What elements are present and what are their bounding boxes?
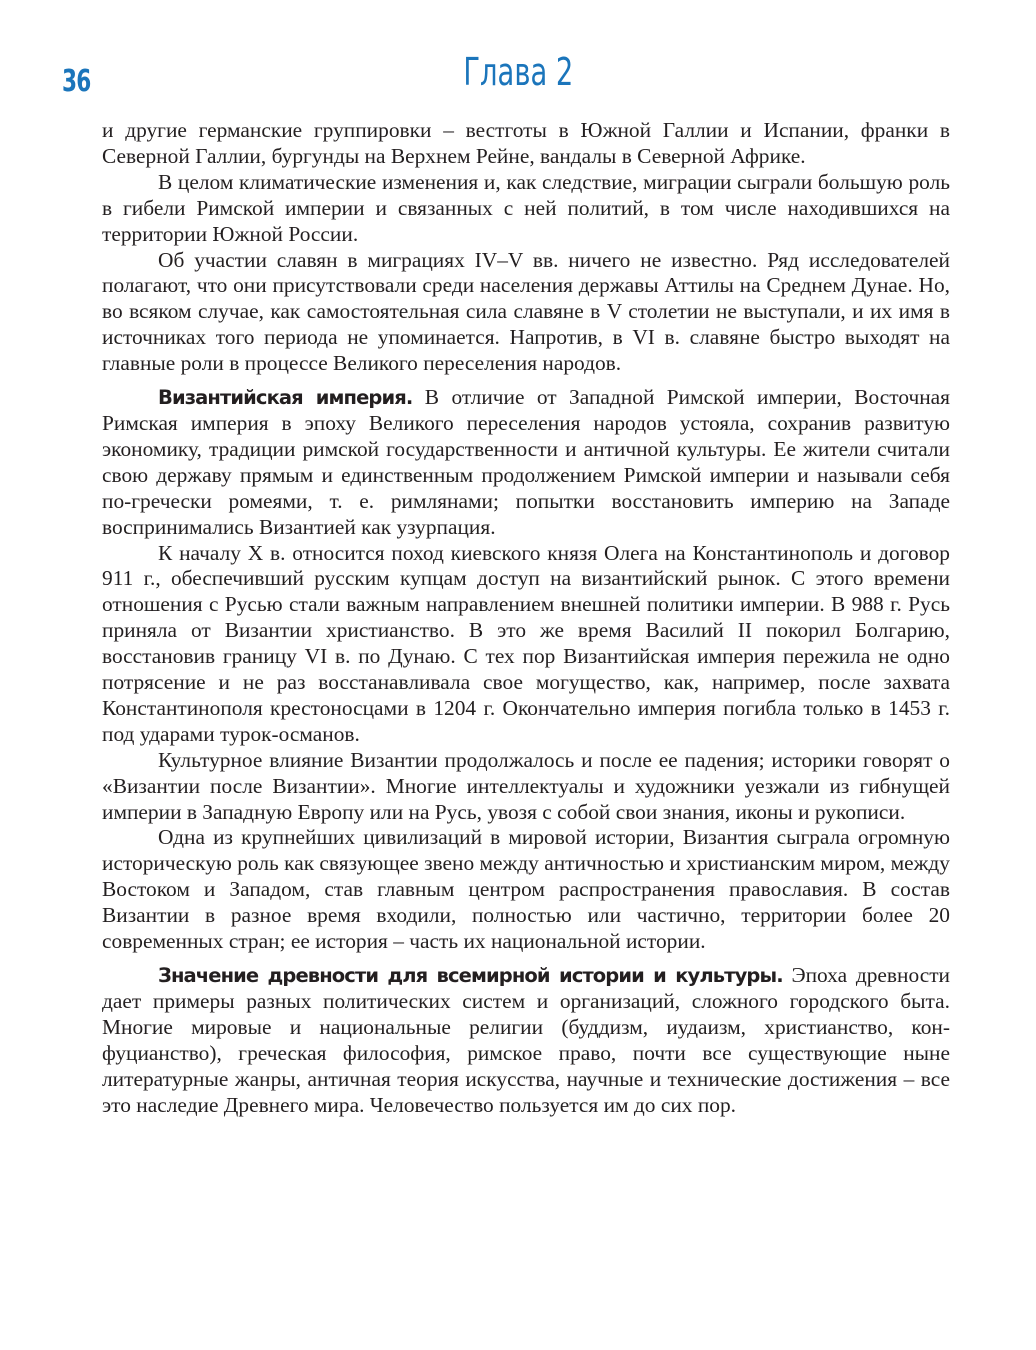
paragraph-text: В отличие от Западной Римской империи, Восточная Римская империя в эпоху Великого переселения народов устояла, сохранив развитую экономику, традиции римской государственности и античной культуры. Ее жители считали свою державу прямым и единственным продолжением Римской империи и называли себя по-гречески ромеями, т. е. римлянами; попытки восстановить империю на Западе воспринимались Византией как узурпация.: [102, 385, 950, 539]
paragraph-byzantine-empire: [102, 385, 950, 540]
paragraph-text: Об участии славян в миграциях IV–V вв. ничего не известно. Ряд исследователей полагают, что они присутствовали среди населения державы Аттилы на Среднем Дунае. Но, во всяком случае, как самостоятельная сила славяне в V столетии не выступали, и их имя в источниках того периода не упоминается. Напротив, в VI в. славяне быстро выходят на главные роли в процессе Великого переселения народов.: [102, 247, 950, 376]
paragraph-5: [102, 541, 950, 748]
paragraph-7: [102, 825, 950, 955]
paragraph-2: [102, 170, 950, 248]
page-number: 36: [62, 64, 91, 99]
section-heading-byzantine-empire: Византийская империя.: [158, 386, 413, 410]
body-text: [102, 118, 950, 1118]
chapter-title-text: Глава 2: [463, 50, 573, 94]
chapter-title: [0, 50, 1036, 94]
paragraph-text: Одна из крупнейших цивилизаций в мировой истории, Византия сыграла огромную историческую роль как связующее звено между античностью и христианским миром, между Востоком и Западом, став главным центром распространения православия. В состав Византии в разное время входили, полностью или частично, территории более 20 современных стран; ее история – часть их национальной истории.: [102, 825, 950, 954]
paragraph-text: Эпоха древности дает примеры разных политических систем и организаций, сложного городского быта. Многие мировые и национальные религии (буддизм, иудаизм, христианство, конфуцианство), греческая философия, римское право, почти все существующие ныне литературные жанры, античная теория искусства, научные и технические достижения – все это наследие Древнего мира. Человечество пользуется им до сих пор.: [102, 963, 950, 1117]
paragraph-1: [102, 118, 950, 170]
paragraph-text: В целом климатические изменения и, как следствие, миграции сыграли большую роль в гибели Римской империи и связанных с ней политий, в том числе находившихся на территории Южной России.: [102, 169, 950, 246]
paragraph-text: Культурное влияние Византии продолжалось и после ее падения; историки говорят о «Византии после Византии». Многие интеллектуалы и художники уезжали из гибнущей империи в Западную Европу или на Русь, увозя с собой свои знания, иконы и рукописи.: [102, 747, 950, 824]
paragraph-antiquity-significance: [102, 963, 950, 1118]
paragraph-text: и другие германские группировки – вестготы в Южной Галлии и Испании, франки в Северной Галлии, бургунды на Верхнем Рейне, вандалы в Северной Африке.: [102, 118, 950, 168]
section-heading-antiquity-significance: Значение древности для всемирной истории и культуры.: [158, 964, 783, 987]
paragraph-text: К началу X в. относится поход киевского князя Олега на Константинополь и договор 911 г., обеспечивший русским купцам доступ на византийский рынок. С этого времени отношения с Русью стали важным направлением внешней политики империи. В 988 г. Русь приняла от Византии христианство. В это же время Василий II покорил Болгарию, восстановив границу VI в. по Дунаю. С тех пор Византийская империя пережила не одно потрясение и не раз восстанавливала свое могущество, как, например, после захвата Константинополя крестоносцами в 1204 г. Окончательно империя погибла только в 1453 г. под ударами турок-османов.: [102, 540, 950, 746]
paragraph-3: [102, 248, 950, 378]
paragraph-6: [102, 748, 950, 826]
